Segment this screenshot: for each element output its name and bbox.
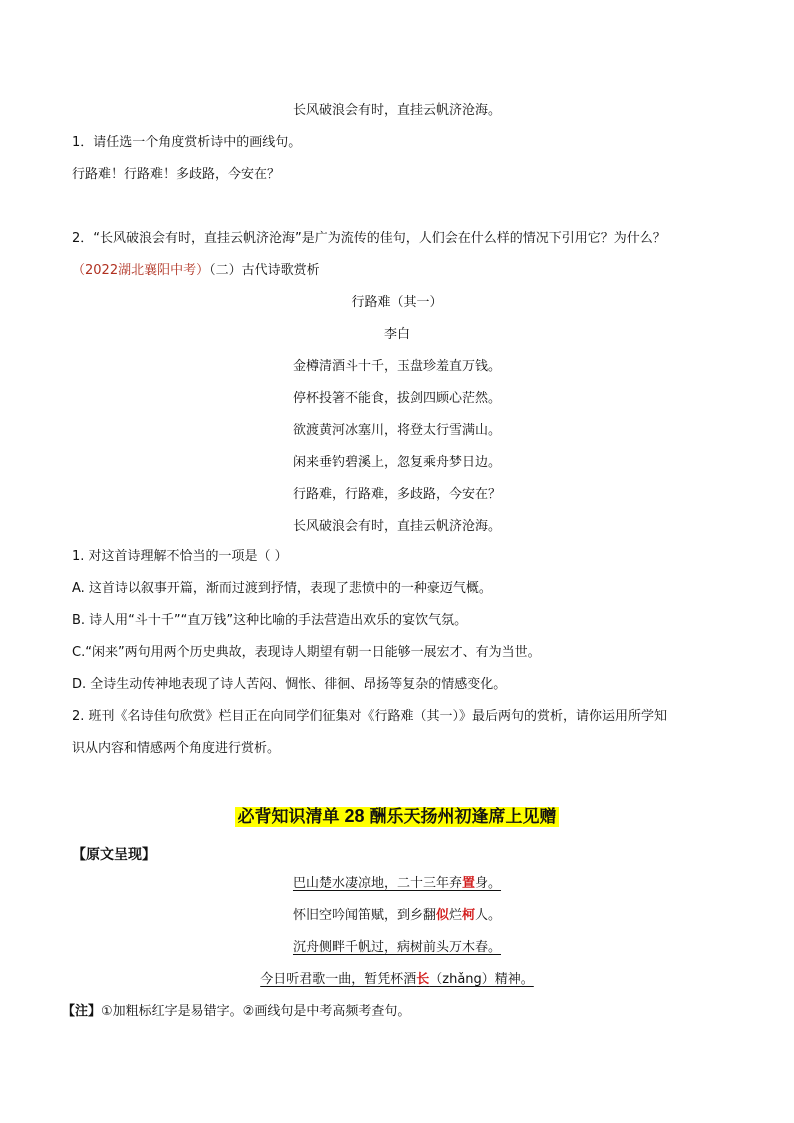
- poem-title: 行路难（其一）: [351, 295, 443, 310]
- option-d: D. 全诗生动传神地表现了诗人苦闷、惆怅、徘徊、昂扬等复杂的情感变化。: [72, 677, 507, 692]
- error-prone-char: 长: [416, 972, 430, 987]
- section-title-poem: 酬乐天扬州初逢席上见赠: [369, 807, 557, 827]
- poem-line-2: 怀旧空吟闻笛赋，到乡翻似烂柯人。: [292, 908, 502, 923]
- option-c: C.“闲来”两句用两个历史典故，表现诗人期望有朝一日能够一展宏才、有为当世。: [72, 645, 541, 660]
- poem-line: 闲来垂钓碧溪上，忽复乘舟梦日边。: [292, 455, 501, 470]
- original-heading: 【原文呈现】: [72, 847, 156, 863]
- note-label: 【注】: [62, 1004, 102, 1019]
- section-title-number: 28: [344, 806, 365, 826]
- poem-line-1: 巴山楚水凄凉地，二十三年弃置身。: [292, 876, 502, 891]
- poem-line: 行路难，行路难，多歧路，今安在？: [292, 487, 501, 502]
- section-title: [0, 803, 794, 832]
- section-title-highlight: [235, 807, 558, 827]
- poem-author: 李白: [383, 327, 410, 342]
- poem-line-3: 沉舟侧畔千帆过，病树前头万木春。: [292, 940, 501, 955]
- poem-line: 金樽清酒斗十千，玉盘珍羞直万钱。: [292, 359, 501, 374]
- mc-question: 1. 对这首诗理解不恰当的一项是（ ）: [72, 549, 288, 564]
- poem-last-line: 长风破浪会有时，直挂云帆济沧海。: [292, 103, 501, 118]
- question-1: 1．请任选一个角度赏析诗中的画线句。: [72, 135, 302, 150]
- question-2: 2．“长风破浪会有时，直挂云帆济沧海”是广为流传的佳句，人们会在什么样的情况下引用它？为什么？: [72, 231, 666, 246]
- question-2-appreciation: 2. 班刊《名诗佳句欣赏》栏目正在向同学们征集对《行路难（其一）》最后两句的赏析，请你运用所学知: [72, 709, 668, 724]
- exam-source: （2022湖北襄阳中考）: [72, 263, 210, 278]
- option-b: B. 诗人用“斗十千”“直万钱”这种比喻的手法营造出欢乐的宴饮气氛。: [72, 613, 468, 628]
- poem-line: 长风破浪会有时，直挂云帆济沧海。: [292, 519, 501, 534]
- question-1-line: 行路难！行路难！多歧路，今安在？: [72, 167, 281, 182]
- error-prone-char: 置: [461, 876, 475, 891]
- exam-section: （二）古代诗歌赏析: [209, 263, 320, 278]
- error-prone-char: 似: [435, 908, 449, 923]
- option-a: A. 这首诗以叙事开篇，渐而过渡到抒情，表现了悲愤中的一种豪迈气概。: [72, 581, 492, 596]
- section-title-prefix: 必背知识清单: [237, 807, 340, 827]
- error-prone-char: 柯: [462, 908, 476, 923]
- exam-header: [72, 261, 320, 281]
- note: [62, 1002, 410, 1022]
- question-2-appreciation-cont: 识从内容和情感两个角度进行赏析。: [72, 741, 281, 756]
- note-text: ①加粗标红字是易错字。②画线句是中考高频考查句。: [101, 1004, 411, 1019]
- poem-line-4: 今日听君歌一曲，暂凭杯酒长（zhǎng）精神。: [260, 972, 534, 987]
- poem-line: 停杯投箸不能食，拔剑四顾心茫然。: [292, 391, 501, 406]
- poem-line: 欲渡黄河冰塞川，将登太行雪满山。: [292, 423, 501, 438]
